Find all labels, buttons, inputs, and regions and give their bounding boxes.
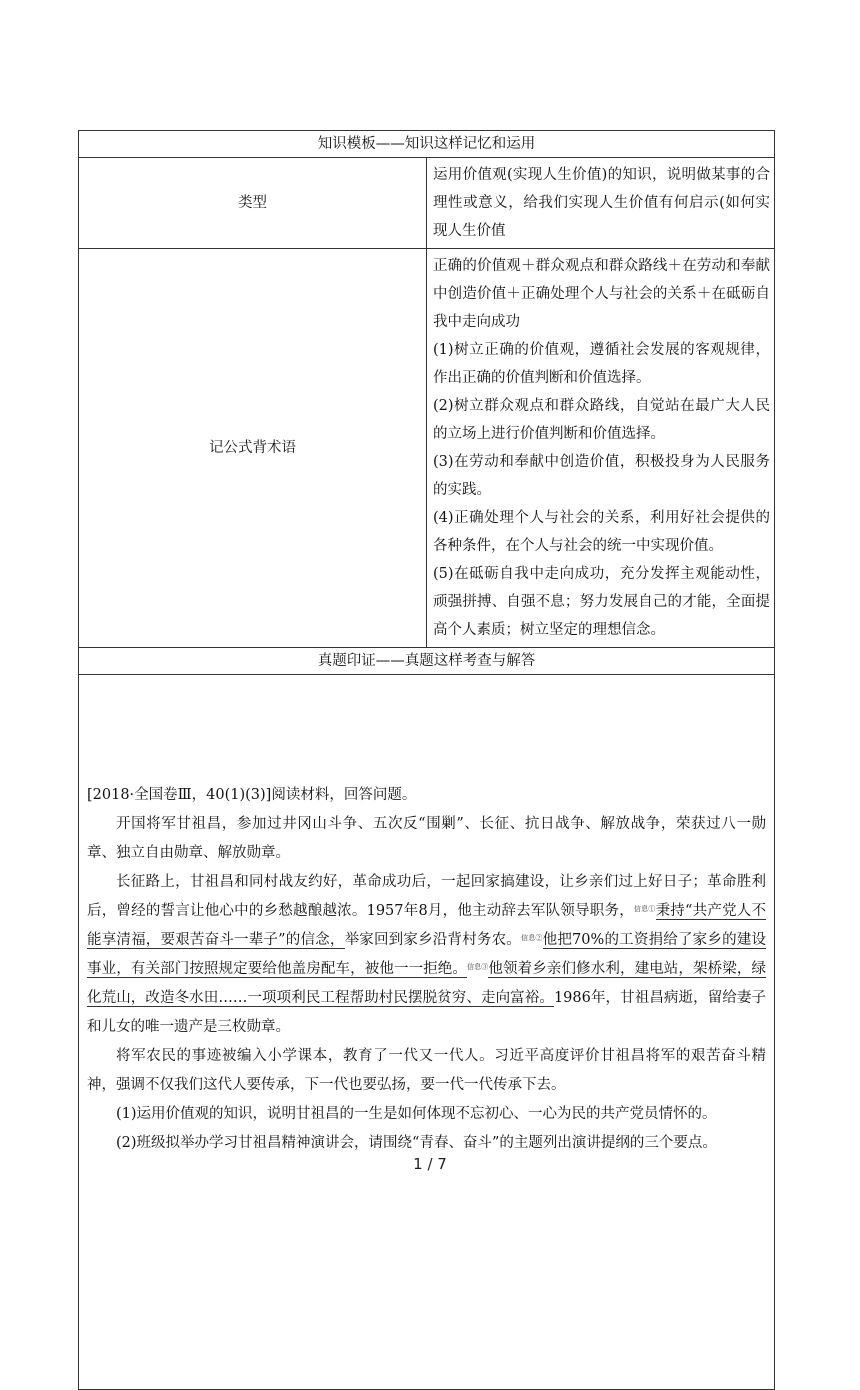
formula-point: (1)树立正确的价值观，遵循社会发展的客观规律，作出正确的价值判断和价值选择。 bbox=[433, 342, 770, 386]
knowledge-table bbox=[78, 130, 775, 1390]
formula-point: (2)树立群众观点和群众路线，自觉站在最广大人民的立场上进行价值判断和价值选择。 bbox=[433, 398, 770, 442]
type-text: 运用价值观(实现人生价值)的知识，说明做某事的合理性或意义，给我们实现人生价值有何启示(如何实现人生价值 bbox=[427, 158, 775, 249]
formula-point: (3)在劳动和奉献中创造价值，积极投身为人民服务的实践。 bbox=[433, 454, 770, 498]
info-2-text: 他把70%的工资捐给了家乡的建设事业，有关部门按照规定要给他盖房配车，被他一一拒绝。 bbox=[87, 932, 766, 977]
material-paragraph-1: 开国将军甘祖昌，参加过井冈山斗争、五次反“围剿”、长征、抗日战争、解放战争，荣获过八一勋章、独立自由勋章、解放勋章。 bbox=[87, 816, 766, 861]
exam-header: 真题印证——真题这样考查与解答 bbox=[79, 648, 775, 675]
para2-part-a: 长征路上，甘祖昌和同村战友约好，革命成功后，一起回家搞建设，让乡亲们过上好日子；革命胜利后，曾经的誓言让他心中的乡愁越酿越浓。1957年8月，他主动辞去军队领导职务， bbox=[87, 874, 766, 919]
para2-part-c: 1986年，甘祖昌病逝，留给妻子和儿女的唯一遗产是三枚勋章。 bbox=[87, 990, 766, 1035]
question-2: (2)班级拟举办学习甘祖昌精神演讲会，请围绕“青春、奋斗”的主题列出演讲提纲的三个要点。 bbox=[116, 1135, 717, 1151]
type-label: 类型 bbox=[79, 158, 427, 249]
info-tag-2: 信息② bbox=[521, 934, 543, 942]
exam-content bbox=[79, 675, 775, 1390]
info-tag-1: 信息① bbox=[633, 905, 656, 913]
para2-part-b: 举家回到家乡沿背村务农。 bbox=[344, 932, 522, 948]
exam-source: [2018·全国卷Ⅲ，40(1)(3)]阅读材料，回答问题。 bbox=[87, 787, 417, 803]
material-paragraph-2 bbox=[87, 868, 766, 1042]
material-paragraph-3: 将军农民的事迹被编入小学课本，教育了一代又一代人。习近平高度评价甘祖昌将军的艰苦奋斗精神，强调不仅我们这代人要传承，下一代也要弘扬，要一代一代传承下去。 bbox=[87, 1048, 766, 1093]
info-tag-3: 信息③ bbox=[467, 963, 489, 971]
document-sheet bbox=[78, 130, 775, 1390]
formula-point: (5)在砥砺自我中走向成功，充分发挥主观能动性，顽强拼搏、自强不息；努力发展自己的才能，全面提高个人素质；树立坚定的理想信念。 bbox=[433, 566, 770, 638]
formula-summary: 正确的价值观＋群众观点和群众路线＋在劳动和奉献中创造价值＋正确处理个人与社会的关系＋在砥砺自我中走向成功 bbox=[433, 258, 770, 330]
formula-point: (4)正确处理个人与社会的关系，利用好社会提供的各种条件，在个人与社会的统一中实现价值。 bbox=[433, 510, 770, 554]
formula-label: 记公式背术语 bbox=[79, 249, 427, 648]
info-3-text: 他领着乡亲们修水利，建电站，架桥梁，绿化荒山，改造冬水田……一项项利民工程帮助村民摆脱贫穷、走向富裕。 bbox=[87, 961, 767, 1006]
formula-content bbox=[427, 249, 775, 648]
info-1-text: 秉持“共产党人不能享清福，要艰苦奋斗一辈子”的信念， bbox=[87, 903, 767, 948]
template-header: 知识模板——知识这样记忆和运用 bbox=[79, 131, 775, 158]
page-indicator: 1 / 7 bbox=[413, 1155, 447, 1173]
question-1: (1)运用价值观的知识，说明甘祖昌的一生是如何体现不忘初心、一心为民的共产党员情怀的。 bbox=[116, 1106, 717, 1122]
